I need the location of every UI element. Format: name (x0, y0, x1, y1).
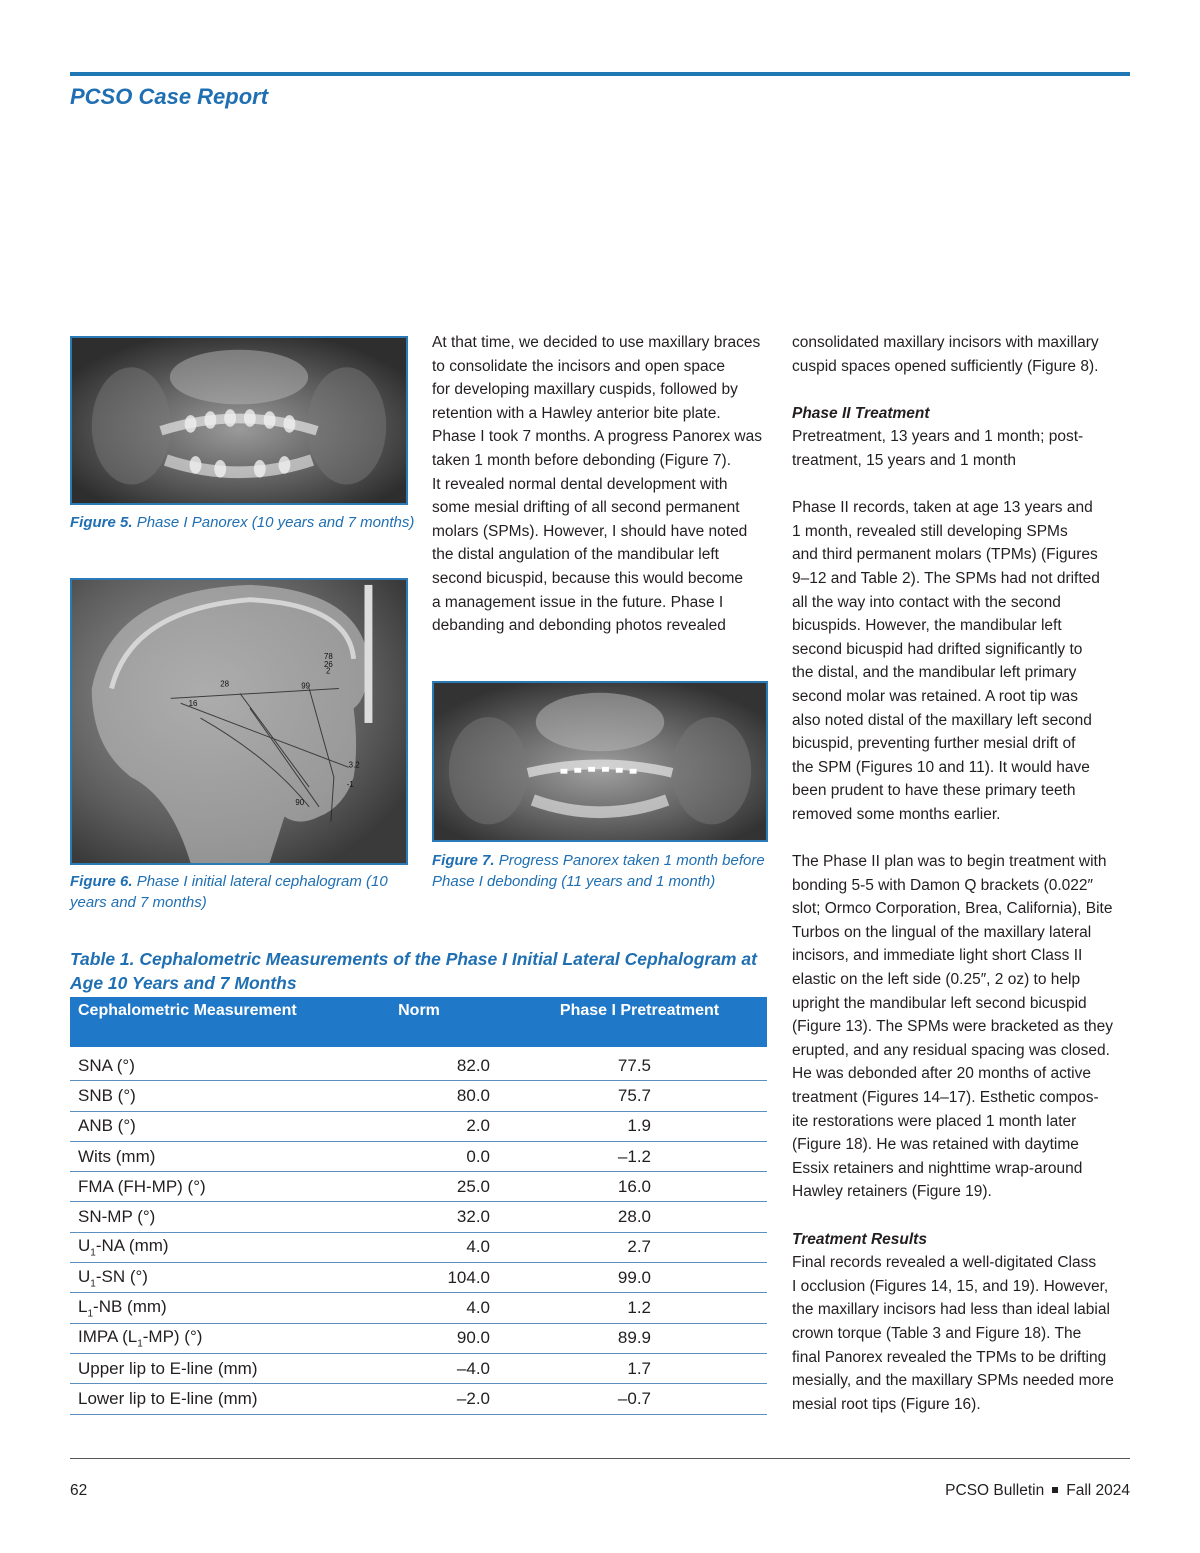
text-line: some mesial drifting of all second permanent (432, 499, 740, 517)
figure-7-caption (432, 850, 772, 892)
figure-6-cephalogram-image (70, 578, 408, 865)
text-line: Turbos on the lingual of the maxillary lateral (792, 923, 1092, 941)
journal-issue: Fall 2024 (1066, 1482, 1130, 1499)
table-row (70, 1111, 767, 1141)
text-line: (Figure 18). He was retained with daytime (792, 1136, 1079, 1154)
text-line: incisors, and immediate light short Class II (792, 947, 1083, 965)
phase-2-heading: Phase II Treatment (792, 404, 930, 422)
text-line: retention with a Hawley anterior bite plate. (432, 404, 721, 422)
table-row (70, 1202, 767, 1232)
norm-value: 90.0 (326, 1323, 512, 1353)
text-line: final Panorex revealed the TPMs to be drifting (792, 1348, 1107, 1366)
text-line: slot; Ormco Corporation, Brea, California), Bite (792, 900, 1113, 918)
norm-value: 104.0 (326, 1263, 512, 1293)
norm-value: –4.0 (326, 1353, 512, 1383)
pretreatment-value: 28.0 (512, 1202, 767, 1232)
measurement-name: $L_1-NB$ (mm) (70, 1293, 326, 1323)
col-header-pretreatment: Phase I Pretreatment (512, 997, 767, 1047)
ceph-mark-2: 2 (325, 666, 331, 676)
pretreatment-value: 1.7 (512, 1353, 767, 1383)
text-line: debanding and debonding photos revealed (432, 617, 726, 635)
ceph-mark-78: 78 (323, 651, 333, 661)
text-line: mesial root tips (Figure 16). (792, 1395, 981, 1413)
text-line: bicuspid, preventing further mesial drift of (792, 735, 1076, 753)
ceph-mark-16: 16 (188, 699, 198, 709)
text-line: treatment, 15 years and 1 month (792, 451, 1017, 469)
pretreatment-value: 16.0 (512, 1172, 767, 1202)
pretreatment-value: 77.5 (512, 1047, 767, 1081)
text-line: all the way into contact with the second (792, 593, 1061, 611)
col-header-norm: Norm (326, 997, 512, 1047)
text-line: Essix retainers and nighttime wrap-around (792, 1159, 1083, 1177)
measurement-name: Lower lip to E-line (mm) (70, 1384, 326, 1414)
measurement-name: SNA (°) (70, 1047, 326, 1081)
pretreatment-value: 1.2 (512, 1293, 767, 1323)
pretreatment-value: –0.7 (512, 1384, 767, 1414)
table-row (70, 1384, 767, 1414)
text-line: removed some months earlier. (792, 805, 1001, 823)
text-line: also noted distal of the maxillary left second (792, 711, 1092, 729)
figure-6-text: Phase I initial lateral cephalogram (10 years and 7 months) (70, 873, 388, 911)
text-line: ite restorations were placed 1 month later (792, 1112, 1077, 1130)
figure-7-panorex-image (432, 681, 768, 842)
table-row (70, 1293, 767, 1323)
figure-6-caption (70, 871, 415, 913)
text-line: molars (SPMs). However, I should have noted (432, 522, 748, 540)
figure-7-label: Figure 7. (432, 852, 495, 869)
figure-5-label: Figure 5. (70, 514, 133, 531)
text-line: the SPM (Figures 10 and 11). It would have (792, 758, 1090, 776)
text-line: consolidated maxillary incisors with maxillary (792, 334, 1099, 351)
norm-value: 80.0 (326, 1081, 512, 1111)
text-line: treatment (Figures 14–17). Esthetic compos- (792, 1089, 1099, 1106)
text-line: the distal angulation of the mandibular left (432, 546, 719, 564)
pretreatment-value: –1.2 (512, 1141, 767, 1171)
cephalometric-table (70, 997, 767, 1415)
text-line: cuspid spaces opened sufficiently (Figure 8). (792, 357, 1099, 375)
table-1-title: Table 1. Cephalometric Measurements of the Phase I Initial Lateral Cephalogram at Age 10 Years and 7 Months (70, 949, 757, 993)
treatment-results-heading: Treatment Results (792, 1230, 927, 1248)
pretreatment-value: 75.7 (512, 1081, 767, 1111)
pretreatment-value: 2.7 (512, 1232, 767, 1262)
text-line: to consolidate the incisors and open space (432, 357, 725, 375)
figure-5-caption (70, 512, 415, 533)
norm-value: 4.0 (326, 1293, 512, 1323)
ceph-mark-90: 90 (295, 797, 305, 807)
text-line: bicuspids. However, the mandibular left (792, 617, 1062, 635)
journal-name: PCSO Bulletin (945, 1482, 1045, 1499)
norm-value: 0.0 (326, 1141, 512, 1171)
table-row (70, 1047, 767, 1081)
ceph-mark-3-2: 3.2 (348, 760, 360, 770)
pretreatment-value: 1.9 (512, 1111, 767, 1141)
text-line: Final records revealed a well-digitated Class (792, 1254, 1097, 1272)
measurement-name: FMA (FH-MP) (°) (70, 1172, 326, 1202)
table-row (70, 1323, 767, 1353)
header-rule (70, 72, 1130, 76)
text-line: He was debonded after 20 months of active (792, 1065, 1091, 1083)
text-line: The Phase II plan was to begin treatment with (792, 853, 1107, 871)
table-row (70, 1141, 767, 1171)
text-line: taken 1 month before debonding (Figure 7). (432, 451, 731, 469)
table-header-row (70, 997, 767, 1047)
pretreatment-value: 99.0 (512, 1263, 767, 1293)
text-line: It revealed normal dental development with (432, 475, 728, 493)
text-line: for developing maxillary cuspids, followed by (432, 381, 738, 399)
measurement-name: IMPA $(L_1-MP)$ (°) (70, 1323, 326, 1353)
footer-rule (70, 1458, 1130, 1459)
text-line: second molar was retained. A root tip was (792, 687, 1079, 705)
square-bullet-icon (1052, 1487, 1058, 1493)
body-column-3 (792, 331, 1137, 1416)
figure-7-text: Progress Panorex taken 1 month before Phase I debonding (11 years and 1 month) (432, 852, 765, 890)
report-title: PCSO Case Report (70, 84, 269, 109)
text-line: I occlusion (Figures 14, 15, and 19). However, (792, 1277, 1109, 1295)
text-line: Pretreatment, 13 years and 1 month; post- (792, 428, 1084, 446)
text-line: 1 month, revealed still developing SPMs (792, 522, 1068, 540)
ceph-mark-99: 99 (301, 681, 311, 691)
journal-footer (945, 1482, 1130, 1500)
figure-5-text: Phase I Panorex (10 years and 7 months) (136, 514, 415, 531)
measurement-name: SNB (°) (70, 1081, 326, 1111)
ceph-mark-neg-1: -1 (346, 780, 354, 790)
table-row (70, 1353, 767, 1383)
norm-value: 25.0 (326, 1172, 512, 1202)
text-line: (Figure 13). The SPMs were bracketed as they (792, 1018, 1114, 1036)
norm-value: 4.0 (326, 1232, 512, 1262)
text-line: and third permanent molars (TPMs) (Figures (792, 546, 1098, 564)
measurement-name: SN-MP (°) (70, 1202, 326, 1232)
text-line: a management issue in the future. Phase I (432, 593, 724, 611)
body-column-2 (432, 331, 772, 638)
table-row (70, 1232, 767, 1262)
text-line: been prudent to have these primary teeth (792, 782, 1076, 800)
text-line: crown torque (Table 3 and Figure 18). The (792, 1324, 1082, 1342)
measurement-name: $U_1-NA$ (mm) (70, 1232, 326, 1262)
measurement-name: ANB (°) (70, 1111, 326, 1141)
pretreatment-value: 89.9 (512, 1323, 767, 1353)
text-line: erupted, and any residual spacing was closed. (792, 1041, 1110, 1059)
table-row (70, 1263, 767, 1293)
text-line: At that time, we decided to use maxillary braces (432, 334, 761, 351)
norm-value: 32.0 (326, 1202, 512, 1232)
measurement-name: $U_1-SN$ (°) (70, 1263, 326, 1293)
norm-value: –2.0 (326, 1384, 512, 1414)
text-line: second bicuspid, because this would become (432, 569, 744, 587)
measurement-name: Wits (mm) (70, 1141, 326, 1171)
norm-value: 2.0 (326, 1111, 512, 1141)
norm-value: 82.0 (326, 1047, 512, 1081)
text-line: Phase II records, taken at age 13 years and (792, 499, 1093, 517)
measurement-name: Upper lip to E-line (mm) (70, 1353, 326, 1383)
ceph-mark-28: 28 (220, 679, 229, 689)
text-line: Phase I took 7 months. A progress Panorex was (432, 428, 762, 446)
table-row (70, 1081, 767, 1111)
text-line: the distal, and the mandibular left primary (792, 664, 1077, 682)
figure-5-panorex-image (70, 336, 408, 505)
text-line: upright the mandibular left second bicuspid (792, 994, 1087, 1012)
text-line: second bicuspid had drifted significantly to (792, 640, 1083, 658)
text-line: Hawley retainers (Figure 19). (792, 1183, 992, 1201)
text-line: mesially, and the maxillary SPMs needed more (792, 1372, 1114, 1390)
table-row (70, 1172, 767, 1202)
page-number: 62 (70, 1482, 88, 1499)
text-line: elastic on the left side (0.25″, 2 oz) to help (792, 971, 1081, 989)
ceph-mark-26: 26 (323, 659, 333, 669)
col-header-measurement: Cephalometric Measurement (70, 997, 326, 1047)
text-line: 9–12 and Table 2). The SPMs had not drifted (792, 569, 1100, 587)
text-line: bonding 5-5 with Damon Q brackets (0.022″ (792, 876, 1094, 894)
figure-6-label: Figure 6. (70, 873, 133, 890)
text-line: the maxillary incisors had less than ideal labial (792, 1301, 1110, 1319)
